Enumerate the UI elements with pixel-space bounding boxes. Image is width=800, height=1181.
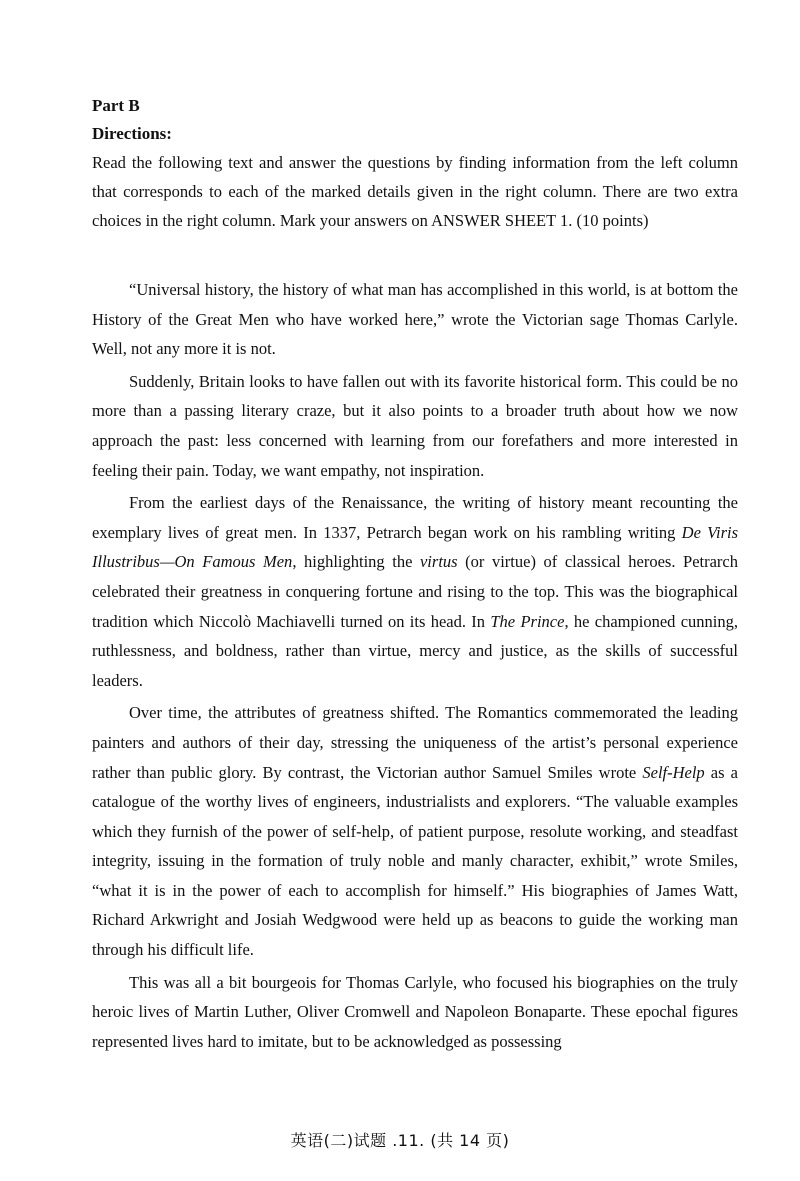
passage-paragraph-4 xyxy=(92,698,738,964)
reading-passage xyxy=(92,275,738,1056)
passage-paragraph-2: Suddenly, Britain looks to have fallen out with its favorite historical form. This could be no more than a passing literary craze, but it also points to a broader truth about how we now approach the past: less concerned with learning from our forefathers and more interested in feeling their pain. Today, we want empathy, not inspiration. xyxy=(92,371,738,480)
latin-word-virtus: virtus xyxy=(419,552,458,572)
paragraph-text: (or virtue) of classical heroes. Petrarch celebrated their greatness in conquering fortune and rising to the top. This was the biographical tradition which Niccolò Machiavelli turned on its head. In xyxy=(92,552,738,631)
book-title-self-help: Self-Help xyxy=(642,762,705,782)
directions-label: Directions: xyxy=(92,124,172,143)
paragraph-text: as a catalogue of the worthy lives of engineers, industrialists and explorers. “The valuable examples which they furnish of the power of self-help, of patient purpose, resolute working, and steadfast integrity, issuing in the formation of truly noble and manly character, exhibit,” wrote Smiles, “what it is in the power of each to accomplish for himself.” His biographies of James Watt, Richard Arkwright and Josiah Wedgwood were held up as beacons to guide the working man through his difficult life. xyxy=(92,762,738,960)
page-footer: 英语(二)试题 .11. (共 14 页) xyxy=(290,1131,510,1150)
passage-paragraph-3 xyxy=(92,488,738,695)
passage-paragraph-1: “Universal history, the history of what man has accomplished in this world, is at bottom the History of the Great Men who have worked here,” wrote the Victorian sage Thomas Carlyle. Well, not any more it is not. xyxy=(92,280,738,359)
passage-paragraph-5: This was all a bit bourgeois for Thomas Carlyle, who focused his biographies on the truly heroic lives of Martin Luther, Oliver Cromwell and Napoleon Bonaparte. These epochal figures represented lives hard to imitate, but to be acknowledged as possessing xyxy=(92,972,738,1051)
book-title-the-prince: The Prince xyxy=(490,611,565,631)
paragraph-text: , highlighting the xyxy=(292,552,420,572)
paragraph-text: Over time, the attributes of greatness shifted. The Romantics commemorated the leading painters and authors of their day, stressing the uniqueness of the artist’s personal experience rather than public glory. By contrast, the Victorian author Samuel Smiles wrote xyxy=(92,703,738,782)
directions-text: Read the following text and answer the questions by finding information from the left column that corresponds to each of the marked details given in the right column. There are two extra choices in the right column. Mark your answers on ANSWER SHEET 1. (10 points) xyxy=(92,153,738,230)
book-title-de-viris: De Viris Illustribus—On Famous Men xyxy=(92,522,739,572)
exam-page xyxy=(92,92,738,1059)
paragraph-text: From the earliest days of the Renaissance, the writing of history meant recounting the exemplary lives of great men. In 1337, Petrarch began work on his rambling writing xyxy=(92,493,738,542)
paragraph-text: , he championed cunning, ruthlessness, and boldness, rather than virtue, mercy and justice, as the skills of successful leaders. xyxy=(92,611,739,690)
part-title: Part B xyxy=(92,96,140,115)
